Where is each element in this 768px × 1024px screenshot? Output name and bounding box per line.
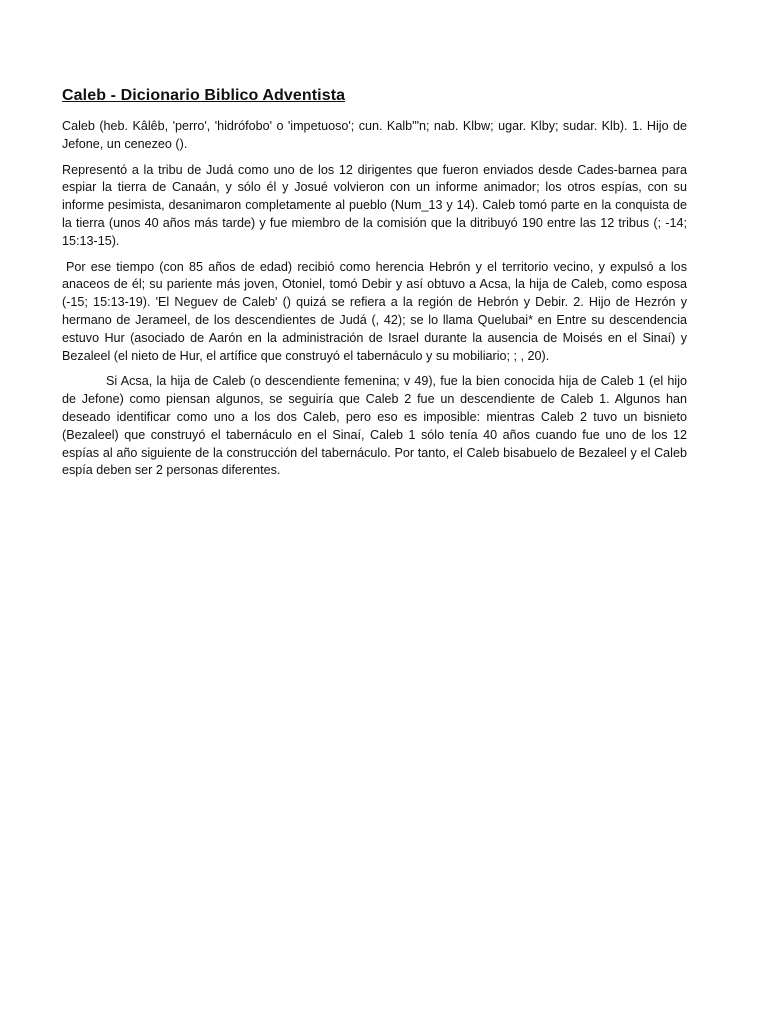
paragraph-intro: Caleb (heb. Kâlêb, 'perro', 'hidrófobo' o 'impetuoso'; cun. Kalb'"n; nab. Klbw; ugar. Klby; sudar. Klb). 1. Hijo de Jefone, un cenezeo (). (62, 119, 687, 151)
paragraph-representation: Representó a la tribu de Judá como uno de los 12 dirigentes que fueron enviados desde Cades-barnea para espiar la tierra de Canaán, y sólo él y Josué volvieron con un informe animador; los otros espías, con su informe pesimista, desanimaron completamente al pueblo (Num_13 y 14). Caleb tomó parte en la conquista de la tierra (unos 40 años más tarde) y fue miembro de la comisión que la ditribuyó 190 entre las 12 tribus (; -14; 15:13-15). (62, 162, 687, 248)
document-page (62, 86, 687, 488)
document-title: Caleb - Dicionario Biblico Adventista (62, 87, 346, 104)
paragraph-inheritance: Por ese tiempo (con 85 años de edad) recibió como herencia Hebrón y el territorio vecino, y expulsó a los anaceos de él; su pariente más joven, Otoniel, tomó Debir y así obtuvo a Acsa, la hija de Caleb, como esposa (-15; 15:13-19). 'El Neguev de Caleb' () quizá se refiera a la región de Hebrón y Debir. 2. Hijo de Hezrón y hermano de Jerameel, de los descendientes de Judá (, 42); se lo llama Quelubai* en Entre su descendencia estuvo Hur (asociado de Aarón en la administración de Israel durante la ausencia de Moisés en el Sinaí) y Bezaleel (el nieto de Hur, el artífice que construyó el tabernáculo y su mobiliario; ; , 20). (62, 259, 687, 363)
paragraph-conclusion: Si Acsa, la hija de Caleb (o descendiente femenina; v 49), fue la bien conocida hija de Caleb 1 (el hijo de Jefone) como piensan algunos, se seguiría que Caleb 2 fue un descendiente de Caleb 1. Algunos han deseado identificar como uno a los dos Caleb, pero eso es imposible: mientras Caleb 2 tuvo un bisnieto (Bezaleel) que construyó el tabernáculo en el Sinaí, Caleb 1 sólo tenía 40 años cuando fue uno de los 12 espías al año siguiente de la construcción del tabernáculo. Por tanto, el Caleb bisabuelo de Bezaleel y el Caleb espía deben ser 2 personas diferentes. (62, 374, 687, 478)
